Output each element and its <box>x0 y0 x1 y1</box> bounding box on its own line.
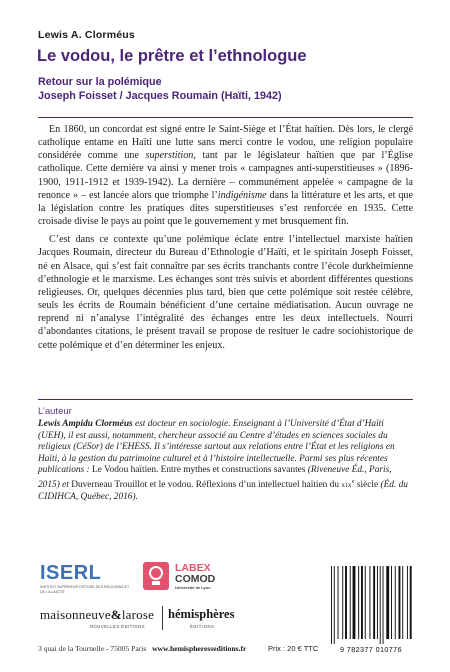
publisher-address <box>38 644 246 653</box>
publisher-divider <box>162 606 163 630</box>
labex-ex: EX <box>196 562 211 574</box>
barcode-bar <box>334 566 335 644</box>
barcode-bar <box>410 566 412 639</box>
barcode-bar <box>407 566 408 639</box>
barcode-bar <box>338 566 339 639</box>
book-subtitle <box>38 75 428 103</box>
bio-book-2-end: siècle <box>354 480 379 491</box>
labex-badge-icon <box>143 562 169 590</box>
barcode-bar <box>350 566 351 639</box>
bio-book-2: Duverneau Trouillot et le vodou. Réflexions d’un intellectuel haïtien du <box>71 480 342 491</box>
subtitle-line-2: Joseph Foisset / Jacques Roumain (Haïti, 1942) <box>38 90 282 102</box>
book-title: Le vodou, le prêtre et l’ethnologue <box>37 47 307 65</box>
p1-text-b: , tant par le législateur haïtien que par l’Église catholique. Cette dernière va ainsi y mener trois « campagnes anti-superstitieuses » (1896-1900, 1911-1912 et 1939-1942). La dernière – communément appelée « campagne de la renonce » – est lancée alors que triomphe l’ <box>38 150 413 201</box>
barcode-bar <box>399 566 401 639</box>
mlr-part-a: maisonneuve <box>40 607 111 622</box>
barcode-bar <box>345 566 347 639</box>
p1-emphasis-superstition: superstition <box>145 150 194 162</box>
price-label: Prix : 20 € TTC <box>268 644 319 653</box>
mlr-subtitle: NOUVELLES ÉDITIONS <box>90 624 146 629</box>
bio-text-3: (Éd. du CIDIHCA, Québec, 2016). <box>38 480 408 502</box>
website-text: www.hemispheresseditions.fr <box>152 644 247 653</box>
labex-text <box>175 563 215 591</box>
barcode-bar <box>377 566 378 639</box>
barcode-bar <box>331 566 332 644</box>
bio-century-sup: e <box>351 478 355 485</box>
barcode-bar <box>353 566 356 639</box>
p1-text-c: dans la littérature et les arts, et que la législation contre les pratiques dites superstitieuses s’est renforcée en 1935. Cette croisade divise le pays au point que le gouvernement y met brusquement fin. <box>38 189 413 228</box>
bio-heading: L’auteur <box>38 406 72 417</box>
barcode-bars-icon <box>329 566 413 644</box>
barcode-bar <box>342 566 343 639</box>
summary-paragraph-1 <box>38 123 413 228</box>
barcode-bar <box>365 566 366 639</box>
bio-book-1: Le Vodou haïtien. Entre mythes et constructions savantes <box>91 465 306 476</box>
barcode-bar <box>386 566 389 639</box>
bio-divider <box>38 399 413 400</box>
labex-comod: COMOD <box>175 573 216 585</box>
iserl-wordmark: ISERL <box>40 562 102 584</box>
barcode-bar <box>380 566 381 644</box>
barcode-bar <box>402 566 403 639</box>
isbn-barcode <box>329 566 413 656</box>
bio-text-1: est docteur en sociologie. Enseignant à l’Université d’État d’Haïti (UEH), il est aussi, notamment, chercheur associé au Centre d’études en sciences sociales du religieux (CéSor) de l’EHESS. Il s’intéresse surtout aux relations entre l’État et les religions en Haïti, à la gestion du patrimoine culturel et à l’histoire intellectuelle. Parmi ses plus récentes publications : <box>38 419 395 476</box>
iserl-tagline: INSTITUT SUPÉRIEUR D’ÉTUDE DES RELIGIONS ET DE LA LAÏCITÉ <box>40 585 130 594</box>
labex-university: Université de Lyon <box>175 585 211 590</box>
mlr-part-b: larose <box>121 607 155 622</box>
mlr-ampersand: & <box>110 607 122 622</box>
barcode-bar <box>391 566 392 639</box>
hemispheres-subtitle: ÉDITIONS <box>190 624 215 629</box>
p1-emphasis-indigenisme: indigénisme <box>217 189 267 201</box>
barcode-bar <box>361 566 363 639</box>
iserl-logo <box>40 562 132 596</box>
barcode-bar <box>369 566 370 639</box>
publisher-hemispheres: hémisphères <box>168 607 235 621</box>
barcode-bar <box>373 566 375 639</box>
barcode-bar <box>383 566 384 644</box>
top-divider <box>38 117 413 118</box>
address-text: 3 quai de la Tournelle - 75005 Paris <box>38 644 147 653</box>
barcode-bar <box>358 566 359 639</box>
barcode-bar <box>395 566 396 639</box>
bio-century: xix <box>341 480 352 490</box>
labex-comod-logo <box>143 562 263 594</box>
subtitle-line-1: Retour sur la polémique <box>38 76 162 88</box>
book-author: Lewis A. Clorméus <box>38 29 135 41</box>
summary-paragraph-2: C’est dans ce contexte qu’une polémique éclate entre l’intellectuel marxiste haïtien Jacques Roumain, directeur du Bureau d’Ethnologie d’Haïti, et le spiritain Joseph Foisset, né en Alsace, qui s’est fait connaître par ses écrits tranchants contre l’école durkheimienne d’ethnologie et le marxisme. Les échanges sont très suivis et abordent différentes questions religieuses. Or, quelques décennies plus tard, bien que cette polémique soit restée célèbre, seuls les écrits de Roumain bénéficient d’une certaine médiatisation. Aucun ouvrage ne reprend ni n’analyse l’intégralité des échanges entre les deux intellectuels. Nourri d’abondantes citations, le présent travail se propose de resituer le cadre sociohistorique de cette polémique et d’en déterminer les enjeux. <box>38 234 413 351</box>
summary-text <box>38 123 413 352</box>
isbn-number: 9 782377 010776 <box>340 645 402 654</box>
bio-text-2: (Riveneuve Éd., Paris, 2015) et <box>38 465 392 491</box>
publisher-maisonneuve-larose <box>40 607 154 623</box>
p1-text-a: En 1860, un concordat est signé entre le Saint-Siège et l’État haïtien. Dès lors, le clergé catholique entame en Haïti une lutte sans merci contre le vodou, une religion populaire considérée comme une <box>38 124 413 162</box>
bio-author-name: Lewis Ampidu Clorméus <box>38 419 133 429</box>
author-bio <box>38 419 413 503</box>
labex-lab: LAB <box>175 562 197 574</box>
